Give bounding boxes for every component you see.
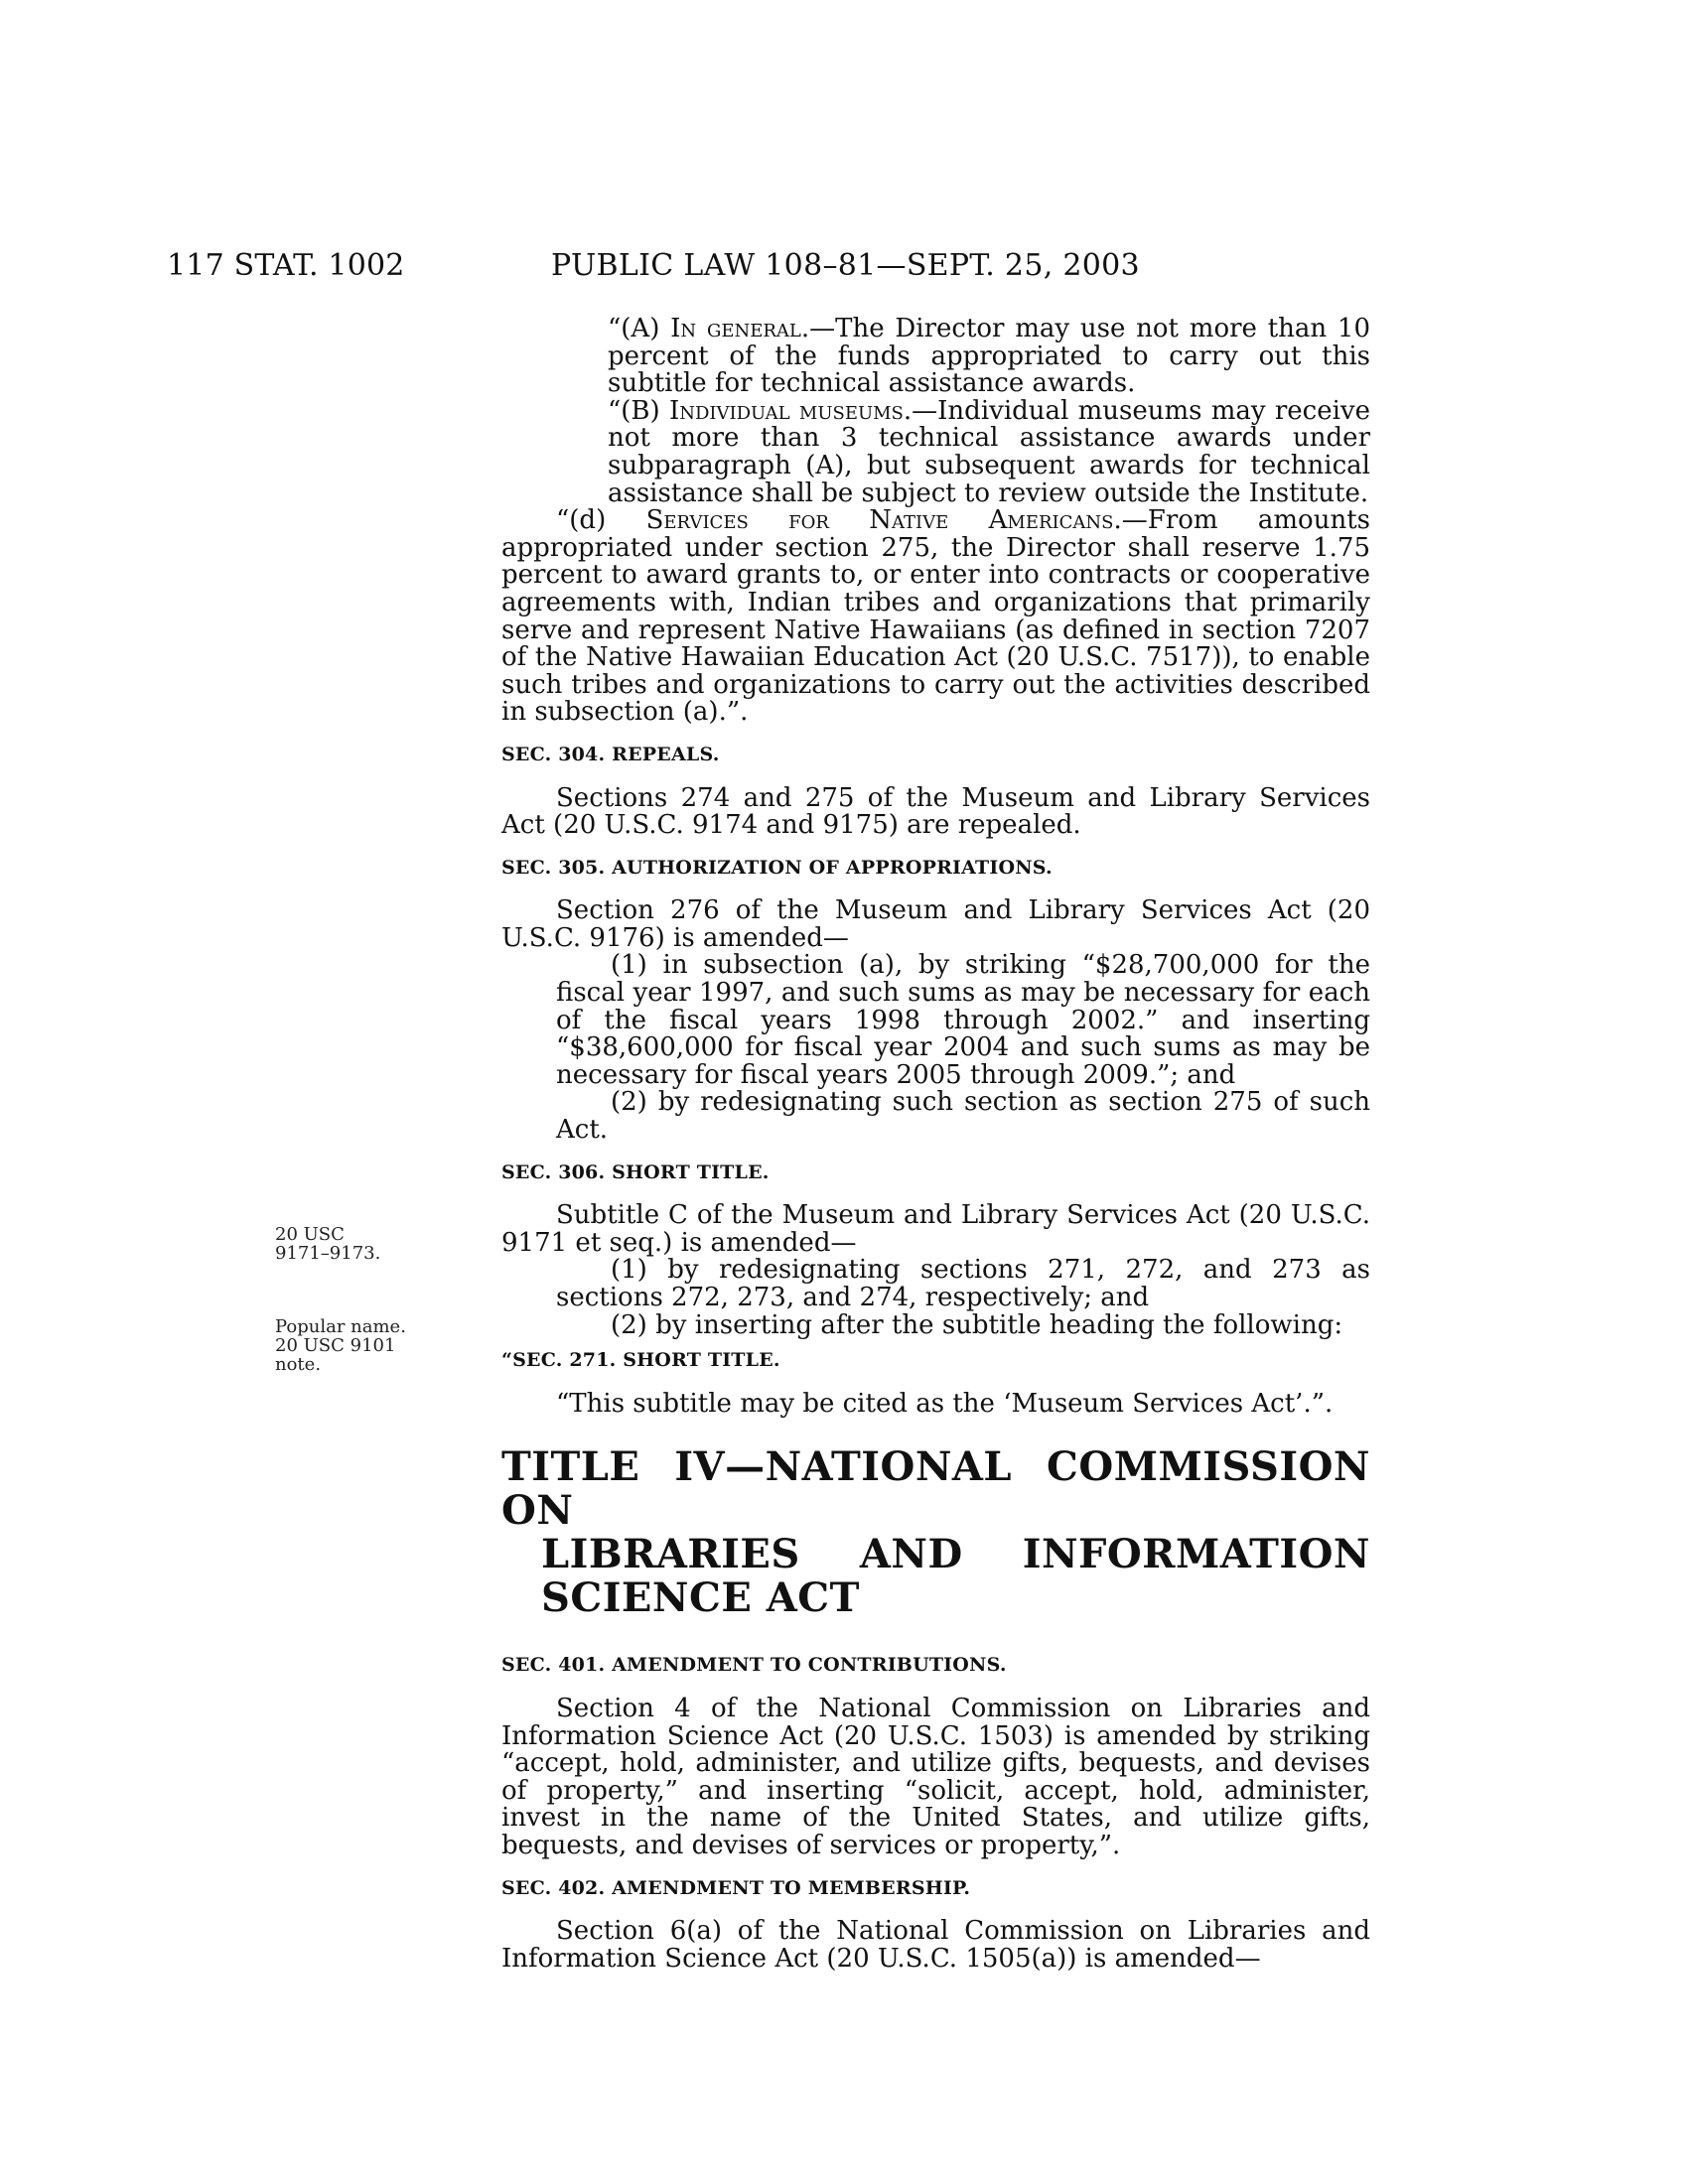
paragraph-b-heading: Individual museums xyxy=(668,395,904,426)
paragraph-d-text: .—From amounts appropriated under section 275, the Director shall reserve 1.75 percent to award grants to, or enter into contracts or cooperative agreements with, Indian tribes and organizations that primarily serve and represent Native Hawaiians (as defined in section 7207 of the Native Hawaiian Education Act (20 U.S.C. 7517)), to enable such tribes and organizations to carry out the activities described in subsection (a).”. xyxy=(501,505,1370,728)
section-271-heading: “SEC. 271. SHORT TITLE. xyxy=(501,1349,780,1372)
margin-note-line: note. xyxy=(275,1354,322,1375)
section-402-text: Section 6(a) of the National Commission on Libraries and Information Science Act (20 U.S.C. 1505(a)) is amended— xyxy=(501,1916,1370,1974)
section-305-item-2: (2) by redesignating such section as section 275 of such Act. xyxy=(556,1087,1370,1146)
section-305-item-1: (1) in subsection (a), by striking “$28,700,000 for the fiscal year 1997, and such sums as may be necessary for each of the fiscal years 1998 through 2002.” and inserting “$38,600,000 for fiscal year 2004 and such sums as may be necessary for fiscal years 2005 through 2009.”; and xyxy=(556,950,1370,1090)
title-iv-line-1: TITLE IV—NATIONAL COMMISSION ON xyxy=(501,1443,1370,1535)
paragraph-a-heading: In general xyxy=(670,314,801,343)
paragraph-b-prefix: “(B) xyxy=(608,395,669,426)
body-text xyxy=(501,316,1370,1973)
paragraph-d-prefix: “(d) xyxy=(556,505,646,536)
paragraph-b xyxy=(501,395,1370,508)
section-305-intro: Section 276 of the Museum and Library Services Act (20 U.S.C. 9176) is amended— xyxy=(501,895,1370,953)
paragraph-a-prefix: “(A) xyxy=(608,314,671,343)
section-271-text: “This subtitle may be cited as the ‘Museum Services Act’.”. xyxy=(556,1388,1334,1419)
paragraph-a-text: .—The Director may use not more than 10 percent of the funds appropriated to carry out this subtitle for technical assistance awards. xyxy=(608,314,1371,399)
section-402-heading: SEC. 402. AMENDMENT TO MEMBERSHIP. xyxy=(501,1876,971,1899)
margin-note-line: 9171–9173. xyxy=(275,1243,381,1264)
title-iv-line-2: LIBRARIES AND INFORMATION xyxy=(541,1531,1370,1578)
margin-note-usc-9171 xyxy=(275,1225,380,1263)
paragraph-b-text: .—Individual museums may receive not more than 3 technical assistance awards under subparagraph (A), but subsequent awards for technical assistance shall be subject to review outside the Institute. xyxy=(608,395,1370,508)
section-306-heading: SEC. 306. SHORT TITLE. xyxy=(501,1160,770,1183)
paragraph-d xyxy=(501,507,1370,727)
section-306-item-2: (2) by inserting after the subtitle heading the following: xyxy=(611,1309,1343,1340)
paragraph-d-heading: Services for Native Americans xyxy=(645,505,1114,536)
section-306-item-1: (1) by redesignating sections 271, 272, and 273 as sections 272, 273, and 274, respectively; and xyxy=(556,1255,1370,1312)
margin-note-line: 20 USC xyxy=(275,1224,345,1245)
section-306-intro: Subtitle C of the Museum and Library Services Act (20 U.S.C. 9171 et seq.) is amended— xyxy=(501,1200,1370,1258)
margin-note-line: Popular name. xyxy=(275,1316,406,1337)
section-305-heading: SEC. 305. AUTHORIZATION OF APPROPRIATIONS. xyxy=(501,856,1053,879)
section-401-text: Section 4 of the National Commission on Libraries and Information Science Act (20 U.S.C. 1503) is amended by striking “accept, hold, administer, and utilize gifts, bequests, and devises of property,” and inserting “solicit, accept, hold, administer, invest in the name of the United States, and utilize gifts, bequests, and devises of services or property,”. xyxy=(501,1693,1370,1860)
title-iv-heading xyxy=(501,1445,1370,1620)
statute-page-number: 117 STAT. 1002 xyxy=(167,248,405,283)
margin-note-line: 20 USC 9101 xyxy=(275,1335,396,1356)
paragraph-a xyxy=(501,316,1370,398)
public-law-header: PUBLIC LAW 108–81—SEPT. 25, 2003 xyxy=(551,248,1140,283)
title-iv-line-3: SCIENCE ACT xyxy=(541,1574,860,1622)
section-304-text: Sections 274 and 275 of the Museum and Library Services Act (20 U.S.C. 9174 and 9175) are repealed. xyxy=(501,782,1370,841)
section-304-heading: SEC. 304. REPEALS. xyxy=(501,743,720,765)
section-401-heading: SEC. 401. AMENDMENT TO CONTRIBUTIONS. xyxy=(501,1654,1007,1677)
margin-note-popular-name xyxy=(275,1317,406,1374)
